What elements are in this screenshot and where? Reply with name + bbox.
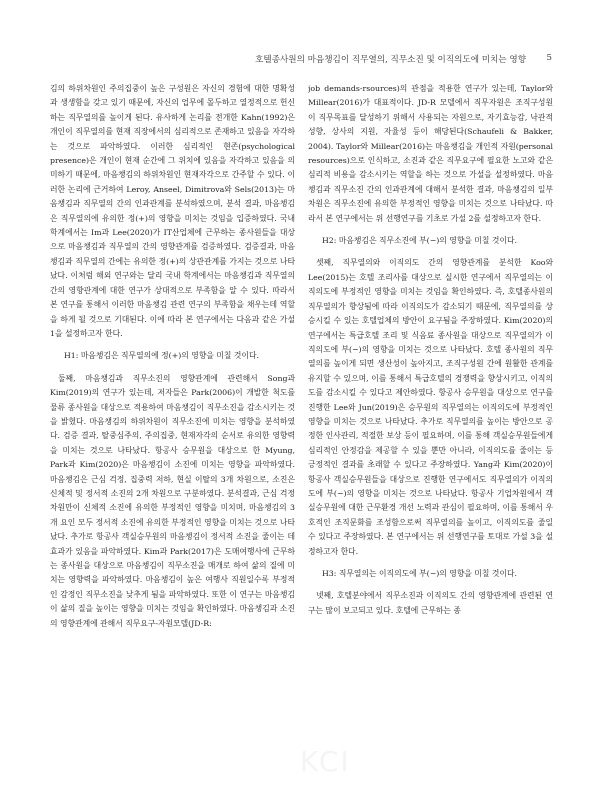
page-number: 5 xyxy=(546,53,552,63)
hypothesis-2: H2: 마음챙김은 직무소진에 부(−)의 영향을 미칠 것이다. xyxy=(322,236,517,246)
hypothesis-1: H1: 마음챙김은 직무열의에 정(+)의 영향을 미칠 것이다. xyxy=(64,351,259,361)
running-header xyxy=(48,53,552,67)
right-column xyxy=(308,82,553,772)
body-paragraph: 둘째, 마음챙김과 직무소진의 영향관계에 관련해서 Song과 Kim(2019)의 연구가 있는데, 저자들은 Park(2006)이 개발한 척도를 물류 종사원을 대상으로 적용하여 마음챙김이 직무소진을 감소시키는 것을 밝혔다. 마음챙김의 하위차원이 직무소진에 미치는 영향을 분석하였다. 검증 결과, 탈중심주의, 주의집중, 현재자각의 순서로 유의한 영향력을 미치는 것으로 나타났다. 항공사 승무원을 대상으로 한 Myung, Park과 Kim(2020)은 마음챙김이 소진에 미치는 영향을 파악하였다. 마음챙김은 근심 걱정, 집중력 저하, 현실 이탈의 3개 차원으로, 소진은 신체적 및 정서적 소진의 2개 차원으로 구분하였다. 분석결과, 근심 걱정 차원만이 신체적 소진에 유의한 부정적인 영향을 미치며, 마음챙김의 3개 요인 모두 정서적 소진에 유의한 부정적인 영향을 미치는 것으로 나타났다. 추가로 항공사 객실승무원의 마음챙김이 정서적 소진을 줄이는 데 효과가 있음을 파악하였다. Kim과 Park(2017)은 도매여행사에 근무하는 종사원을 대상으로 마음챙김이 직무소진을 매개로 하여 삶의 질에 미치는 영향력을 파악하였다. 마음챙김이 높은 여행사 직원일수록 부정적인 감정인 직무소진을 낮추게 됨을 파악하였다. 또한 이 연구는 마음챙김이 삶의 질을 높이는 영향을 미치는 것임을 확인하였다. 마음챙김과 소진의 영향관계에 관해서 직무요구-자원모델(JD-R: xyxy=(50,373,295,628)
hypothesis-3: H3: 직무열의는 이직의도에 부(−)의 영향을 미칠 것이다. xyxy=(322,569,517,578)
left-column xyxy=(50,82,295,772)
watermark: KCI xyxy=(300,745,351,778)
body-paragraph: 셋째, 직무열의와 이직의도 간의 영향관계를 분석한 Koo와 Lee(2015)는 호텔 조리사를 대상으로 실시한 연구에서 직무열의는 이직의도에 부정적인 영향을 미치는 것임을 확인하였다. 즉, 호텔종사원의 직무열의가 향상됨에 따라 이직의도가 감소되기 때문에, 직무열의를 상승시킬 수 있는 호텔업체의 방안이 요구됨을 주장하였다. Kim(2020)의 연구에서는 특급호텔 조리 및 식음료 종사원을 대상으로 직무열의가 이직의도에 부(−)의 영향을 미치는 것으로 나타났다. 호텔 종사원의 직무열의를 높이게 되면 생산성이 높아지고, 조직구성원 간에 원활한 관계를 유지할 수 있으며, 이를 통해서 특급호텔의 경쟁력을 향상시키고, 이직의도를 감소시킬 수 있다고 제안하였다. 항공사 승무원을 대상으로 연구를 진행한 Lee와 Jun(2019)은 승무원의 직무열의는 이직의도에 부정적인 영향을 미치는 것으로 나타났다. 추가로 직무열의를 높이는 방안으로 공정한 인사관리, 적절한 보상 등이 필요하며, 이를 통해 객실승무원들에게 심리적인 안정감을 제공할 수 있을 뿐만 아니라, 이직의도를 줄이는 등 긍정적인 결과를 초래할 수 있다고 주장하였다. Yang과 Kim(2020)이 항공사 객실승무원들을 대상으로 진행한 연구에서도 직무열의가 이직의도에 부(−)의 영향을 미치는 것으로 나타났다. 항공사 기업차원에서 객실승무원에 대한 근무환경 개선 노력과 관심이 필요하며, 이를 통해서 우호적인 조직문화를 조성함으로써 직무열의를 높이고, 이직의도를 줄일 수 있다고 주장하였다. 본 연구에서는 위 선행연구를 토대로 가설 3을 설정하고자 한다. xyxy=(308,258,553,556)
body-paragraph: job demands-rsources)의 관점을 적용한 연구가 있는데, Taylor와 Millear(2016)가 대표적이다. JD-R 모델에서 직무자원은 조직구성원이 직무목표를 달성하기 위해서 사용되는 자원으로, 자기효능감, 낙관적 성향, 상사의 지원, 자율성 등이 해당된다(Schaufeli & Bakker, 2004). Taylor와 Millear(2016)는 마음챙김을 개인적 자원(personal resources)으로 인식하고, 소진과 같은 직무요구에 필요한 노고와 같은 심리적 비용을 감소시키는 역할을 하는 것으로 가설을 설정하였다. 마음챙김과 직무소진 간의 인과관계에 대해서 분석한 결과, 마음챙김의 일부 차원은 직무소진에 유의한 부정적인 영향을 미치는 것으로 나타났다. 따라서 본 연구에서는 위 선행연구를 기초로 가설 2를 설정하고자 한다. xyxy=(308,84,553,223)
running-header-title: 호텔종사원의 마음챙김이 직무열의, 직무소진 및 이직의도에 미치는 영향 xyxy=(255,55,526,65)
body-paragraph: 김의 하위차원인 주의집중이 높은 구성원은 자신의 경험에 대한 명확성과 생생함을 갖고 있기 때문에, 자신의 업무에 몰두하고 열정적으로 헌신하는 직무열의를 높이게 된다. 유사하게 논리를 전개한 Kahn(1992)은 개인이 직무열의를 현재 직장에서의 심리적으로 존재하고 있음을 자각하는 것으로 파악하였다. 이러한 심리적인 현존(psychological presence)은 개인이 현재 순간에 그 위치에 있음을 자각하고 있음을 의미하기 때문에, 마음챙김의 하위차원인 현재자각으로 간주할 수 있다. 이러한 논리에 근거하여 Leroy, Anseel, Dimitrova와 Sels(2013)는 마음챙김과 직무열의 간의 인과관계를 분석하였으며, 분석 결과, 마음챙김은 직무열의에 유의한 정(+)의 영향을 미치는 것임을 입증하였다. 국내 학계에서는 Im과 Lee(2020)가 IT산업체에 근무하는 종사원들을 대상으로 마음챙김과 직무열의 간의 영향관계를 검증하였다. 검증결과, 마음챙김과 직무열의 간에는 유의한 정(+)의 상관관계를 가지는 것으로 나타났다. 이처럼 해외 연구와는 달리 국내 학계에서는 마음챙김과 직무열의 간의 영향관계에 대한 연구가 상대적으로 부족함을 알 수 있다. 따라서 본 연구를 통해서 이러한 마음챙김 관련 연구의 부족함을 채우는데 역할을 하게 될 것으로 기대된다. 이에 따라 본 연구에서는 다음과 같은 가설 1을 설정하고자 한다. xyxy=(50,84,295,338)
body-paragraph: 넷째, 호텔분야에서 직무소진과 이직의도 간의 영향관계에 관련된 연구는 많이 보고되고 있다. 호텔에 근무하는 종 xyxy=(308,591,553,615)
